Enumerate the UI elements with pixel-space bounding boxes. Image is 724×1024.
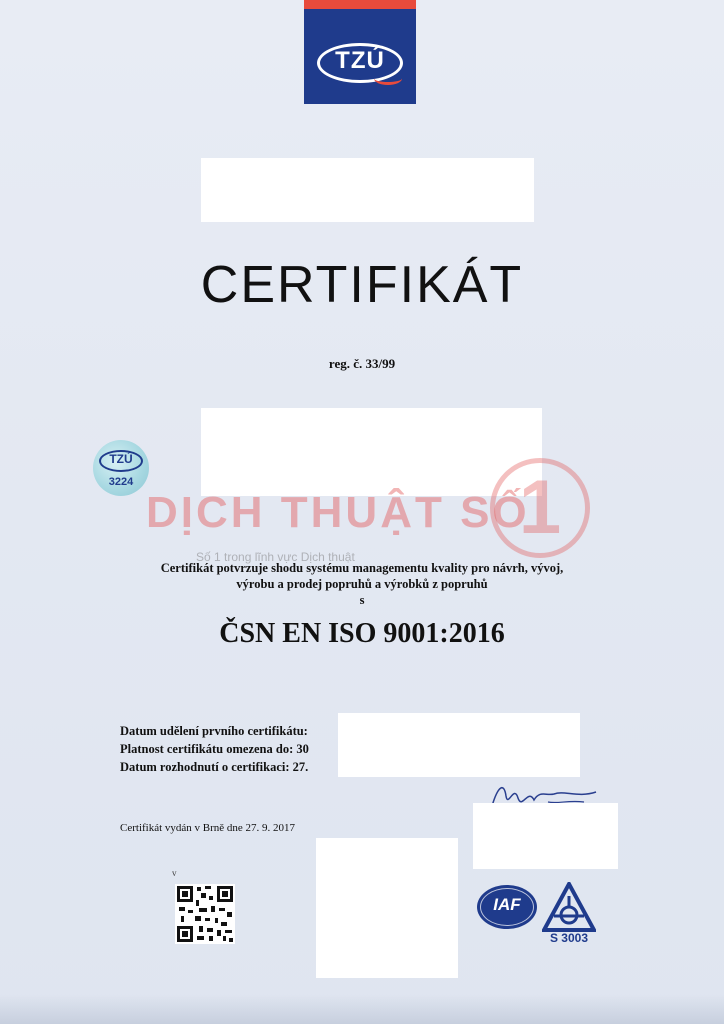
logo-text: TZÚ (335, 47, 385, 74)
iaf-logo (477, 885, 537, 929)
hologram-number: 3224 (108, 476, 134, 488)
first-certificate-date-label: Datum udělení prvního certifikátu: (120, 724, 308, 738)
issue-statement: Certifikát vydán v Brně dne 27. 9. 2017 (120, 822, 296, 834)
page-edge-shadow (0, 994, 724, 1024)
redacted-block-dates (338, 713, 580, 777)
registration-number: reg. č. 33/99 (328, 356, 396, 371)
scope-line: s (359, 593, 365, 607)
watermark-number: 1 (518, 465, 562, 550)
logo-red-bar (304, 0, 416, 9)
tzu-logo (304, 0, 416, 104)
watermark-text: DỊCH THUẬT SỐ (146, 488, 530, 537)
scope-line: výrobu a prodej popruhů a výrobků z popruhů (236, 577, 488, 591)
watermark-subtitle: Số 1 trong lĩnh vực Dịch thuật (196, 550, 355, 564)
hologram-text: TZÚ (109, 452, 133, 466)
certificate-dates (120, 722, 309, 776)
iaf-text: IAF (493, 895, 521, 914)
certificate-scope (100, 560, 624, 608)
standard-name: ČSN EN ISO 9001:2016 (219, 618, 505, 649)
cia-accreditation-logo (542, 882, 596, 934)
small-mark: v (172, 868, 177, 878)
validity-date-label: Platnost certifikátu omezena do: 30 (120, 742, 309, 756)
logo-swoosh (374, 72, 402, 85)
scope-line: Certifikát potvrzuje shodu systému managementu kvality pro návrh, vývoj, (160, 561, 564, 575)
hologram-seal (93, 440, 149, 496)
redacted-block-signature (473, 803, 618, 869)
cia-accreditation-code: S 3003 (549, 931, 589, 945)
certificate-title: CERTIFIKÁT (200, 256, 524, 314)
redacted-block-top (201, 158, 534, 222)
redacted-block-stamp (316, 838, 458, 978)
decision-date-label: Datum rozhodnutí o certifikaci: 27. (120, 760, 309, 774)
qr-code (175, 884, 235, 944)
